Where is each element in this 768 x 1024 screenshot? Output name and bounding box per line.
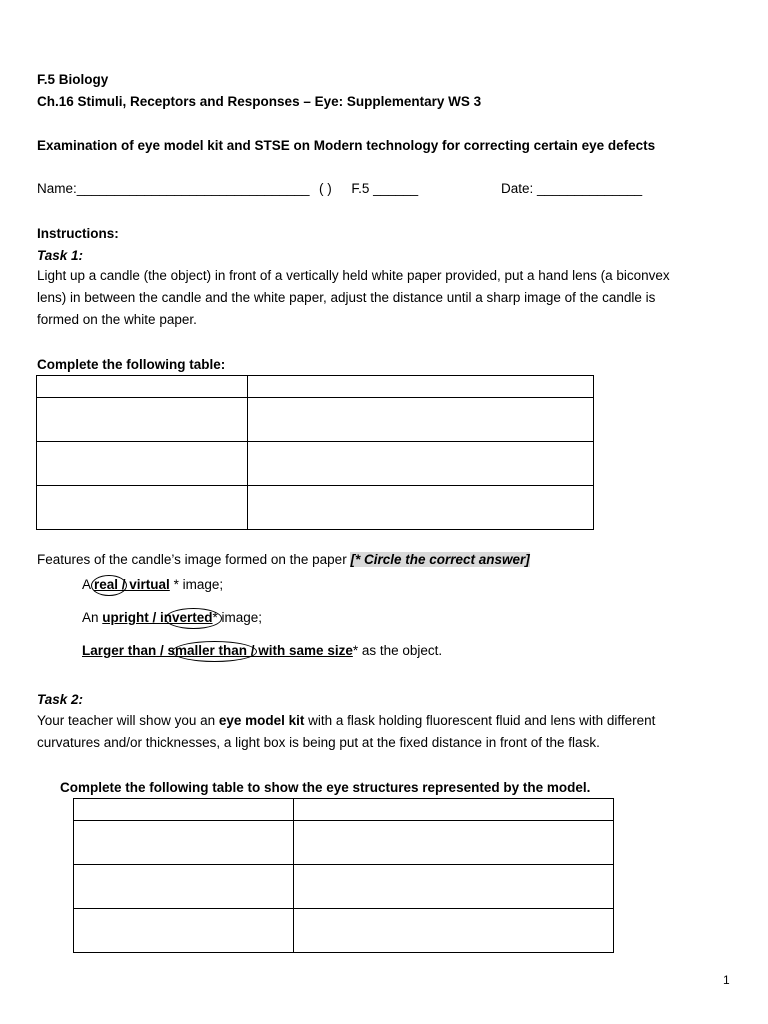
task1-line-3: formed on the white paper. (37, 312, 197, 327)
chapter-title: Ch.16 Stimuli, Receptors and Responses – Eye: Supplementary WS 3 (37, 94, 482, 109)
size-choice[interactable]: Larger than / smaller than / with same size (82, 643, 353, 658)
class-number-blank[interactable]: ( ) (319, 181, 332, 196)
task2-table (73, 798, 614, 953)
eye-model-kit-term: eye model kit (218, 713, 305, 728)
task1-line-2: lens) in between the candle and the white paper, adjust the distance until a sharp image of the candle is (37, 290, 656, 305)
task1-line-1: Light up a candle (the object) in front of a vertically held white paper provided, put a hand lens (a biconvex (37, 268, 670, 283)
option-suffix: * image; (212, 610, 263, 625)
task1-description (37, 265, 717, 331)
course-title: F.5 Biology (37, 72, 109, 87)
class-blank[interactable]: ______ (373, 181, 419, 196)
option-suffix: * as the object. (352, 643, 443, 658)
table-cell[interactable] (74, 909, 294, 953)
table-cell[interactable] (37, 486, 248, 530)
table-row (74, 865, 614, 909)
task2-line-2: curvatures and/or thicknesses, a light box is being put at the fixed distance in front of the flask. (37, 735, 600, 750)
page-number: 1 (723, 973, 730, 987)
table-cell[interactable] (248, 398, 594, 442)
date-label: Date: (501, 181, 534, 196)
table-cell[interactable] (294, 909, 614, 953)
features-prompt (37, 552, 530, 567)
option-size (82, 643, 442, 658)
table-cell[interactable] (74, 865, 294, 909)
date-blank[interactable]: ______________ (537, 181, 643, 196)
task2-table-heading: Complete the following table to show the eye structures represented by the model. (60, 780, 591, 795)
table-cell[interactable] (248, 486, 594, 530)
real-virtual-choice[interactable]: real / virtual (94, 577, 170, 592)
upright-inverted-choice[interactable]: upright / inverted (102, 610, 213, 625)
task2-line-1: Your teacher will show you an eye model kit with a flask holding fluorescent fluid and lens with different (37, 713, 656, 728)
answer-circle-mark (165, 608, 222, 629)
class-label: F.5 (351, 181, 370, 196)
instructions-heading: Instructions: (37, 226, 119, 241)
table-row (74, 821, 614, 865)
table-cell[interactable] (294, 799, 614, 821)
table-cell[interactable] (74, 821, 294, 865)
table-cell[interactable] (37, 398, 248, 442)
circle-hint: [* Circle the correct answer] (350, 552, 530, 567)
task1-table-heading: Complete the following table: (37, 357, 226, 372)
option-prefix: An (82, 610, 103, 625)
table-row (37, 376, 594, 398)
name-blank[interactable]: _______________________________ (76, 181, 310, 196)
table-cell[interactable] (74, 799, 294, 821)
option-suffix: * image; (169, 577, 224, 592)
answer-circle-mark (172, 641, 257, 662)
table-row (74, 909, 614, 953)
task2-description (37, 710, 717, 754)
task1-heading: Task 1: (37, 248, 84, 263)
answer-circle-mark (91, 575, 127, 596)
features-text: Features of the candle’s image formed on the paper (37, 552, 351, 567)
table-cell[interactable] (294, 865, 614, 909)
table-cell[interactable] (294, 821, 614, 865)
task1-table (36, 375, 594, 530)
table-cell[interactable] (37, 442, 248, 486)
task2-heading: Task 2: (37, 692, 84, 707)
date-field (501, 181, 642, 196)
table-row (74, 799, 614, 821)
worksheet-subtitle: Examination of eye model kit and STSE on Modern technology for correcting certain eye defects (37, 138, 656, 153)
table-row (37, 442, 594, 486)
student-info-line (37, 181, 418, 196)
table-row (37, 398, 594, 442)
table-row (37, 486, 594, 530)
table-cell[interactable] (248, 442, 594, 486)
table-cell[interactable] (248, 376, 594, 398)
name-label: Name: (37, 181, 77, 196)
option-prefix: A (82, 577, 95, 592)
table-cell[interactable] (37, 376, 248, 398)
